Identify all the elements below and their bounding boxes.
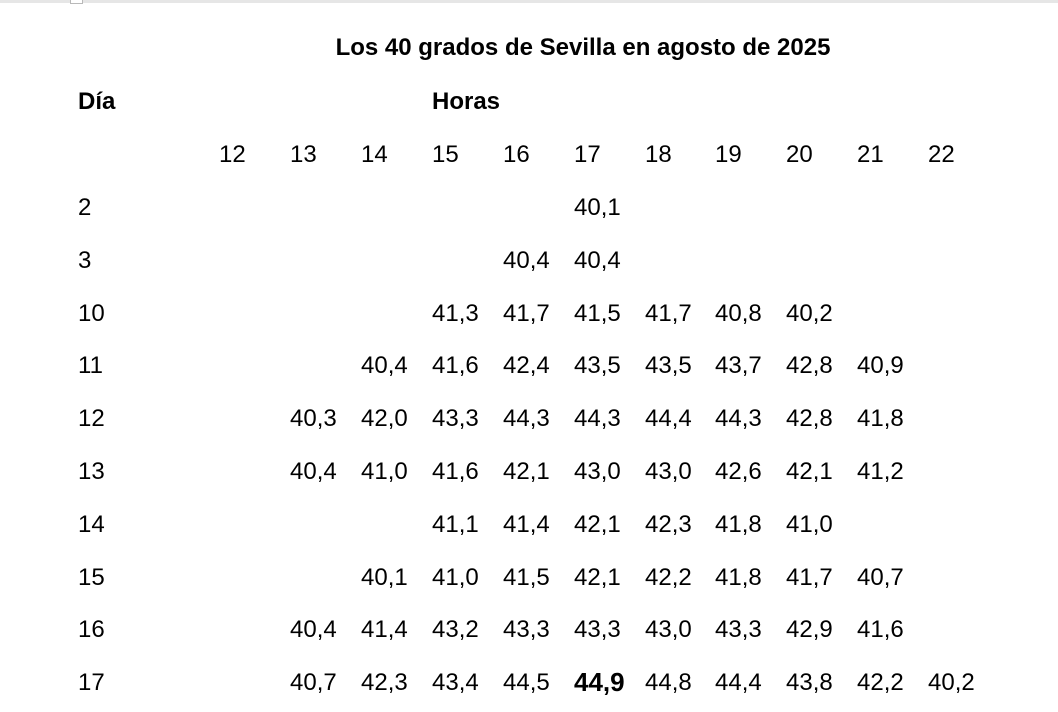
temperature-cell: 40,4	[574, 246, 621, 274]
temperature-cell: 41,0	[361, 458, 408, 485]
table-row	[0, 616, 1058, 646]
table-row	[0, 458, 1058, 488]
temperature-cell: 42,8	[786, 352, 833, 380]
temperature-cell: 41,6	[432, 352, 479, 380]
hour-label: 18	[645, 141, 672, 168]
day-cell: 11	[78, 352, 103, 380]
hour-header-row	[0, 141, 1058, 171]
temperature-cell: 41,0	[786, 510, 833, 538]
hour-label: 15	[432, 141, 459, 168]
hours-column-header: Horas	[432, 88, 501, 115]
page-corner-marker	[70, 0, 83, 4]
day-cell: 14	[78, 510, 105, 538]
temperature-cell: 40,4	[503, 246, 550, 274]
temperature-cell: 42,4	[503, 352, 550, 380]
temperature-cell: 44,5	[503, 669, 550, 697]
temperature-cell: 43,5	[574, 352, 621, 380]
max-temperature-cell: 44,9	[574, 667, 625, 698]
hour-label: 13	[290, 141, 317, 168]
temperature-cell: 43,7	[715, 352, 762, 380]
hour-label: 14	[361, 141, 388, 168]
temperature-cell: 41,7	[503, 299, 550, 327]
hour-label: 21	[857, 141, 884, 168]
day-cell: 13	[78, 458, 105, 485]
temperature-cell: 41,4	[503, 510, 550, 538]
temperature-cell: 41,7	[786, 563, 833, 591]
temperature-cell: 41,8	[715, 563, 762, 591]
day-column-header: Día	[78, 88, 116, 115]
temperature-cell: 40,2	[786, 299, 833, 327]
temperature-cell: 43,3	[715, 616, 762, 644]
temperature-cell: 41,8	[715, 510, 762, 538]
temperature-cell: 42,2	[645, 563, 692, 591]
table-row	[0, 247, 1058, 277]
temperature-cell: 42,6	[715, 458, 762, 485]
temperature-cell: 43,0	[645, 458, 692, 485]
temperature-cell: 43,3	[574, 616, 621, 644]
temperature-cell: 40,2	[928, 669, 975, 697]
temperature-cell: 40,9	[857, 352, 904, 380]
table-row	[0, 511, 1058, 541]
table-row	[0, 564, 1058, 594]
day-cell: 2	[78, 194, 92, 221]
page-title: Los 40 grados de Sevilla en agosto de 2025	[335, 34, 831, 61]
temperature-cell: 40,7	[290, 669, 337, 697]
temperature-cell: 42,0	[361, 405, 408, 433]
day-cell: 15	[78, 563, 105, 591]
temperature-cell: 41,5	[574, 299, 621, 327]
hour-label: 16	[503, 141, 530, 168]
table-row	[0, 352, 1058, 382]
temperature-cell: 40,1	[574, 194, 621, 221]
temperature-cell: 44,4	[645, 405, 692, 433]
temperature-cell: 40,3	[290, 405, 337, 433]
temperature-cell: 42,1	[574, 510, 621, 538]
temperature-cell: 41,7	[645, 299, 692, 327]
temperature-cell: 43,3	[503, 616, 550, 644]
temperature-cell: 43,3	[432, 405, 479, 433]
temperature-cell: 44,8	[645, 669, 692, 697]
temperature-cell: 42,9	[786, 616, 833, 644]
temperature-cell: 44,4	[715, 669, 762, 697]
temperature-cell: 41,6	[857, 616, 904, 644]
window-top-border	[0, 0, 1058, 3]
temperature-cell: 44,3	[574, 405, 621, 433]
hour-label: 20	[786, 141, 813, 168]
table-row	[0, 405, 1058, 435]
temperature-cell: 42,1	[503, 458, 550, 485]
temperature-cell: 40,4	[290, 616, 337, 644]
temperature-cell: 43,5	[645, 352, 692, 380]
temperature-cell: 43,8	[786, 669, 833, 697]
temperature-cell: 42,3	[645, 510, 692, 538]
temperature-cell: 43,0	[574, 458, 621, 485]
temperature-cell: 44,3	[715, 405, 762, 433]
day-cell: 17	[78, 669, 105, 697]
temperature-cell: 41,6	[432, 458, 479, 485]
table-row	[0, 669, 1058, 699]
hour-label: 12	[219, 141, 246, 168]
hour-label: 19	[715, 141, 742, 168]
day-cell: 16	[78, 616, 105, 644]
day-cell: 3	[78, 246, 92, 274]
temperature-cell: 41,4	[361, 616, 408, 644]
temperature-cell: 44,3	[503, 405, 550, 433]
temperature-cell: 43,0	[645, 616, 692, 644]
temperature-cell: 43,4	[432, 669, 479, 697]
temperature-cell: 41,5	[503, 563, 550, 591]
hour-label: 22	[928, 141, 955, 168]
temperature-cell: 41,8	[857, 405, 904, 433]
temperature-cell: 40,8	[715, 299, 762, 327]
temperature-cell: 43,2	[432, 616, 479, 644]
hour-label: 17	[574, 141, 601, 168]
table-row	[0, 300, 1058, 330]
day-cell: 10	[78, 299, 105, 327]
temperature-cell: 42,1	[574, 563, 621, 591]
temperature-cell: 41,1	[432, 510, 479, 538]
day-cell: 12	[78, 405, 105, 433]
temperature-cell: 40,4	[361, 352, 408, 380]
temperature-cell: 41,2	[857, 458, 904, 485]
temperature-cell: 42,1	[786, 458, 833, 485]
temperature-cell: 42,8	[786, 405, 833, 433]
temperature-cell: 40,1	[361, 563, 408, 591]
temperature-cell: 40,4	[290, 458, 337, 485]
temperature-cell: 41,0	[432, 563, 479, 591]
temperature-cell: 42,3	[361, 669, 408, 697]
temperature-cell: 41,3	[432, 299, 479, 327]
temperature-cell: 42,2	[857, 669, 904, 697]
table-row	[0, 194, 1058, 224]
temperature-cell: 40,7	[857, 563, 904, 591]
